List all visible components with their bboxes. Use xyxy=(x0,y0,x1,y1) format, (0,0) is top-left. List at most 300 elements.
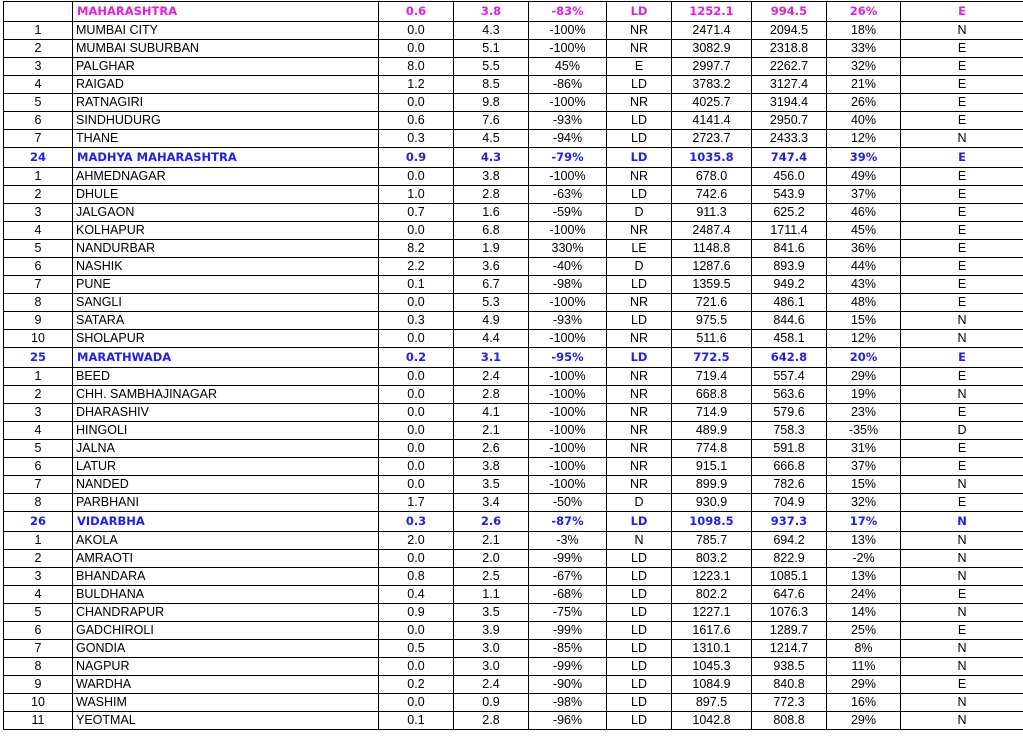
serial-cell: 6 xyxy=(4,458,73,476)
departure-cell: -87% xyxy=(529,512,607,532)
departure-cell: -86% xyxy=(529,76,607,94)
season-actual-cell: 719.4 xyxy=(672,368,752,386)
season-departure-cell: 39% xyxy=(827,148,901,168)
season-actual-cell: 511.6 xyxy=(672,330,752,348)
category-cell: LE xyxy=(607,240,672,258)
season-category-cell: N xyxy=(901,550,1023,568)
serial-cell: 7 xyxy=(4,640,73,658)
departure-cell: -98% xyxy=(529,276,607,294)
normal-cell: 4.9 xyxy=(454,312,529,330)
season-category-cell: E xyxy=(901,112,1023,130)
season-category-cell: N xyxy=(901,22,1023,40)
serial-cell: 3 xyxy=(4,204,73,222)
season-normal-cell: 994.5 xyxy=(752,2,827,22)
actual-cell: 0.5 xyxy=(379,640,454,658)
actual-cell: 1.7 xyxy=(379,494,454,512)
departure-cell: -99% xyxy=(529,622,607,640)
season-normal-cell: 758.3 xyxy=(752,422,827,440)
season-departure-cell: 18% xyxy=(827,22,901,40)
season-category-cell: N xyxy=(901,512,1023,532)
actual-cell: 0.0 xyxy=(379,404,454,422)
season-departure-cell: 32% xyxy=(827,58,901,76)
name-cell: PALGHAR xyxy=(73,58,379,76)
actual-cell: 2.0 xyxy=(379,532,454,550)
season-actual-cell: 1098.5 xyxy=(672,512,752,532)
season-departure-cell: 37% xyxy=(827,186,901,204)
name-cell: NANDURBAR xyxy=(73,240,379,258)
normal-cell: 3.1 xyxy=(454,348,529,368)
normal-cell: 3.8 xyxy=(454,168,529,186)
actual-cell: 0.2 xyxy=(379,348,454,368)
district-row xyxy=(4,586,1023,604)
category-cell: E xyxy=(607,58,672,76)
name-cell: DHULE xyxy=(73,186,379,204)
district-row xyxy=(4,694,1023,712)
departure-cell: -83% xyxy=(529,2,607,22)
actual-cell: 0.0 xyxy=(379,694,454,712)
normal-cell: 2.8 xyxy=(454,712,529,730)
name-cell: THANE xyxy=(73,130,379,148)
departure-cell: -3% xyxy=(529,532,607,550)
season-normal-cell: 841.6 xyxy=(752,240,827,258)
serial-cell: 3 xyxy=(4,404,73,422)
category-cell: LD xyxy=(607,640,672,658)
season-category-cell: N xyxy=(901,640,1023,658)
normal-cell: 3.8 xyxy=(454,2,529,22)
name-cell: BHANDARA xyxy=(73,568,379,586)
season-normal-cell: 625.2 xyxy=(752,204,827,222)
category-cell: LD xyxy=(607,550,672,568)
normal-cell: 2.0 xyxy=(454,550,529,568)
departure-cell: -100% xyxy=(529,94,607,112)
season-actual-cell: 1617.6 xyxy=(672,622,752,640)
season-departure-cell: -2% xyxy=(827,550,901,568)
season-departure-cell: 48% xyxy=(827,294,901,312)
normal-cell: 3.8 xyxy=(454,458,529,476)
serial-cell: 2 xyxy=(4,386,73,404)
normal-cell: 5.5 xyxy=(454,58,529,76)
name-cell: MARATHWADA xyxy=(73,348,379,368)
season-normal-cell: 938.5 xyxy=(752,658,827,676)
departure-cell: -100% xyxy=(529,168,607,186)
season-category-cell: D xyxy=(901,422,1023,440)
departure-cell: -50% xyxy=(529,494,607,512)
season-actual-cell: 668.8 xyxy=(672,386,752,404)
serial-cell: 4 xyxy=(4,586,73,604)
departure-cell: -100% xyxy=(529,422,607,440)
normal-cell: 6.7 xyxy=(454,276,529,294)
category-cell: NR xyxy=(607,94,672,112)
season-normal-cell: 543.9 xyxy=(752,186,827,204)
subdivision-row xyxy=(4,148,1023,168)
actual-cell: 0.0 xyxy=(379,330,454,348)
season-normal-cell: 1289.7 xyxy=(752,622,827,640)
district-row xyxy=(4,222,1023,240)
actual-cell: 0.0 xyxy=(379,22,454,40)
normal-cell: 1.6 xyxy=(454,204,529,222)
serial-cell: 2 xyxy=(4,550,73,568)
serial-cell: 9 xyxy=(4,312,73,330)
name-cell: JALGAON xyxy=(73,204,379,222)
season-actual-cell: 930.9 xyxy=(672,494,752,512)
category-cell: LD xyxy=(607,512,672,532)
actual-cell: 0.4 xyxy=(379,586,454,604)
season-category-cell: E xyxy=(901,494,1023,512)
district-row xyxy=(4,312,1023,330)
season-actual-cell: 1084.9 xyxy=(672,676,752,694)
category-cell: NR xyxy=(607,476,672,494)
season-actual-cell: 803.2 xyxy=(672,550,752,568)
departure-cell: -85% xyxy=(529,640,607,658)
season-departure-cell: 46% xyxy=(827,204,901,222)
category-cell: LD xyxy=(607,148,672,168)
season-departure-cell: 31% xyxy=(827,440,901,458)
season-departure-cell: 33% xyxy=(827,40,901,58)
departure-cell: -95% xyxy=(529,348,607,368)
normal-cell: 5.3 xyxy=(454,294,529,312)
departure-cell: -75% xyxy=(529,604,607,622)
season-normal-cell: 579.6 xyxy=(752,404,827,422)
season-actual-cell: 2471.4 xyxy=(672,22,752,40)
normal-cell: 2.4 xyxy=(454,676,529,694)
district-row xyxy=(4,258,1023,276)
actual-cell: 0.1 xyxy=(379,712,454,730)
normal-cell: 8.5 xyxy=(454,76,529,94)
season-normal-cell: 949.2 xyxy=(752,276,827,294)
season-normal-cell: 704.9 xyxy=(752,494,827,512)
name-cell: SATARA xyxy=(73,312,379,330)
season-category-cell: E xyxy=(901,148,1023,168)
season-departure-cell: 29% xyxy=(827,368,901,386)
season-normal-cell: 3127.4 xyxy=(752,76,827,94)
season-normal-cell: 3194.4 xyxy=(752,94,827,112)
serial-cell: 1 xyxy=(4,368,73,386)
name-cell: DHARASHIV xyxy=(73,404,379,422)
season-category-cell: E xyxy=(901,276,1023,294)
departure-cell: 330% xyxy=(529,240,607,258)
departure-cell: -100% xyxy=(529,404,607,422)
serial-cell: 25 xyxy=(4,348,73,368)
district-row xyxy=(4,568,1023,586)
serial-cell: 7 xyxy=(4,276,73,294)
actual-cell: 0.2 xyxy=(379,676,454,694)
category-cell: NR xyxy=(607,422,672,440)
category-cell: NR xyxy=(607,386,672,404)
actual-cell: 0.1 xyxy=(379,276,454,294)
category-cell: NR xyxy=(607,368,672,386)
category-cell: NR xyxy=(607,294,672,312)
departure-cell: -100% xyxy=(529,22,607,40)
season-actual-cell: 1359.5 xyxy=(672,276,752,294)
actual-cell: 1.0 xyxy=(379,186,454,204)
category-cell: LD xyxy=(607,694,672,712)
subdivision-row xyxy=(4,512,1023,532)
season-normal-cell: 563.6 xyxy=(752,386,827,404)
season-actual-cell: 714.9 xyxy=(672,404,752,422)
season-normal-cell: 2950.7 xyxy=(752,112,827,130)
district-row xyxy=(4,550,1023,568)
season-category-cell: N xyxy=(901,312,1023,330)
departure-cell: -100% xyxy=(529,440,607,458)
category-cell: NR xyxy=(607,458,672,476)
district-row xyxy=(4,330,1023,348)
season-actual-cell: 899.9 xyxy=(672,476,752,494)
district-row xyxy=(4,58,1023,76)
season-category-cell: E xyxy=(901,186,1023,204)
district-row xyxy=(4,386,1023,404)
season-actual-cell: 678.0 xyxy=(672,168,752,186)
category-cell: NR xyxy=(607,168,672,186)
season-normal-cell: 1085.1 xyxy=(752,568,827,586)
actual-cell: 0.0 xyxy=(379,386,454,404)
season-category-cell: E xyxy=(901,76,1023,94)
season-departure-cell: 15% xyxy=(827,476,901,494)
season-departure-cell: 25% xyxy=(827,622,901,640)
season-category-cell: E xyxy=(901,94,1023,112)
category-cell: NR xyxy=(607,40,672,58)
name-cell: RAIGAD xyxy=(73,76,379,94)
name-cell: VIDARBHA xyxy=(73,512,379,532)
season-departure-cell: 49% xyxy=(827,168,901,186)
season-actual-cell: 915.1 xyxy=(672,458,752,476)
normal-cell: 2.1 xyxy=(454,532,529,550)
departure-cell: -100% xyxy=(529,386,607,404)
normal-cell: 5.1 xyxy=(454,40,529,58)
category-cell: N xyxy=(607,532,672,550)
serial-cell: 1 xyxy=(4,532,73,550)
normal-cell: 7.6 xyxy=(454,112,529,130)
normal-cell: 3.0 xyxy=(454,658,529,676)
actual-cell: 0.0 xyxy=(379,422,454,440)
rainfall-table xyxy=(3,1,1023,730)
departure-cell: -93% xyxy=(529,312,607,330)
season-normal-cell: 2094.5 xyxy=(752,22,827,40)
season-normal-cell: 2318.8 xyxy=(752,40,827,58)
departure-cell: -96% xyxy=(529,712,607,730)
normal-cell: 6.8 xyxy=(454,222,529,240)
serial-cell: 4 xyxy=(4,422,73,440)
name-cell: JALNA xyxy=(73,440,379,458)
name-cell: AKOLA xyxy=(73,532,379,550)
name-cell: PUNE xyxy=(73,276,379,294)
departure-cell: -40% xyxy=(529,258,607,276)
normal-cell: 2.8 xyxy=(454,386,529,404)
season-category-cell: N xyxy=(901,130,1023,148)
season-category-cell: E xyxy=(901,258,1023,276)
season-normal-cell: 822.9 xyxy=(752,550,827,568)
season-departure-cell: 23% xyxy=(827,404,901,422)
actual-cell: 0.0 xyxy=(379,222,454,240)
serial-cell xyxy=(4,2,73,22)
season-normal-cell: 1076.3 xyxy=(752,604,827,622)
category-cell: D xyxy=(607,494,672,512)
name-cell: NANDED xyxy=(73,476,379,494)
name-cell: NASHIK xyxy=(73,258,379,276)
season-normal-cell: 591.8 xyxy=(752,440,827,458)
season-actual-cell: 1287.6 xyxy=(672,258,752,276)
season-departure-cell: 12% xyxy=(827,330,901,348)
season-actual-cell: 785.7 xyxy=(672,532,752,550)
district-row xyxy=(4,422,1023,440)
district-row xyxy=(4,168,1023,186)
category-cell: LD xyxy=(607,130,672,148)
normal-cell: 2.1 xyxy=(454,422,529,440)
actual-cell: 0.0 xyxy=(379,440,454,458)
actual-cell: 0.6 xyxy=(379,2,454,22)
season-normal-cell: 840.8 xyxy=(752,676,827,694)
serial-cell: 6 xyxy=(4,622,73,640)
season-category-cell: E xyxy=(901,294,1023,312)
category-cell: LD xyxy=(607,622,672,640)
season-actual-cell: 774.8 xyxy=(672,440,752,458)
season-actual-cell: 1227.1 xyxy=(672,604,752,622)
serial-cell: 4 xyxy=(4,222,73,240)
season-category-cell: E xyxy=(901,676,1023,694)
serial-cell: 8 xyxy=(4,494,73,512)
season-departure-cell: 36% xyxy=(827,240,901,258)
actual-cell: 0.0 xyxy=(379,622,454,640)
normal-cell: 4.1 xyxy=(454,404,529,422)
normal-cell: 2.8 xyxy=(454,186,529,204)
season-departure-cell: 17% xyxy=(827,512,901,532)
season-normal-cell: 486.1 xyxy=(752,294,827,312)
state-row xyxy=(4,2,1023,22)
district-row xyxy=(4,368,1023,386)
season-actual-cell: 1035.8 xyxy=(672,148,752,168)
actual-cell: 0.0 xyxy=(379,168,454,186)
season-category-cell: N xyxy=(901,568,1023,586)
season-departure-cell: 44% xyxy=(827,258,901,276)
normal-cell: 3.5 xyxy=(454,604,529,622)
actual-cell: 8.0 xyxy=(379,58,454,76)
season-category-cell: E xyxy=(901,58,1023,76)
serial-cell: 11 xyxy=(4,712,73,730)
serial-cell: 5 xyxy=(4,240,73,258)
serial-cell: 9 xyxy=(4,676,73,694)
season-departure-cell: 24% xyxy=(827,586,901,604)
season-actual-cell: 489.9 xyxy=(672,422,752,440)
season-normal-cell: 937.3 xyxy=(752,512,827,532)
normal-cell: 2.6 xyxy=(454,440,529,458)
category-cell: D xyxy=(607,204,672,222)
serial-cell: 3 xyxy=(4,568,73,586)
normal-cell: 3.5 xyxy=(454,476,529,494)
season-actual-cell: 2487.4 xyxy=(672,222,752,240)
district-row xyxy=(4,404,1023,422)
category-cell: LD xyxy=(607,676,672,694)
category-cell: LD xyxy=(607,568,672,586)
season-category-cell: E xyxy=(901,586,1023,604)
name-cell: LATUR xyxy=(73,458,379,476)
season-actual-cell: 742.6 xyxy=(672,186,752,204)
departure-cell: -59% xyxy=(529,204,607,222)
district-row xyxy=(4,276,1023,294)
actual-cell: 8.2 xyxy=(379,240,454,258)
category-cell: D xyxy=(607,258,672,276)
name-cell: AMRAOTI xyxy=(73,550,379,568)
season-departure-cell: 19% xyxy=(827,386,901,404)
category-cell: NR xyxy=(607,222,672,240)
district-row xyxy=(4,640,1023,658)
departure-cell: -100% xyxy=(529,222,607,240)
season-normal-cell: 772.3 xyxy=(752,694,827,712)
season-category-cell: E xyxy=(901,622,1023,640)
serial-cell: 5 xyxy=(4,94,73,112)
actual-cell: 0.0 xyxy=(379,294,454,312)
departure-cell: -79% xyxy=(529,148,607,168)
season-actual-cell: 1045.3 xyxy=(672,658,752,676)
season-category-cell: E xyxy=(901,40,1023,58)
normal-cell: 2.4 xyxy=(454,368,529,386)
district-row xyxy=(4,22,1023,40)
season-category-cell: E xyxy=(901,368,1023,386)
season-departure-cell: 8% xyxy=(827,640,901,658)
subdivision-row xyxy=(4,348,1023,368)
season-category-cell: E xyxy=(901,440,1023,458)
season-category-cell: E xyxy=(901,348,1023,368)
actual-cell: 0.9 xyxy=(379,148,454,168)
category-cell: LD xyxy=(607,348,672,368)
season-category-cell: E xyxy=(901,240,1023,258)
normal-cell: 3.0 xyxy=(454,640,529,658)
season-normal-cell: 666.8 xyxy=(752,458,827,476)
name-cell: BEED xyxy=(73,368,379,386)
category-cell: NR xyxy=(607,440,672,458)
season-normal-cell: 647.6 xyxy=(752,586,827,604)
normal-cell: 4.3 xyxy=(454,148,529,168)
season-category-cell: N xyxy=(901,658,1023,676)
district-row xyxy=(4,658,1023,676)
name-cell: GADCHIROLI xyxy=(73,622,379,640)
district-row xyxy=(4,532,1023,550)
season-departure-cell: 45% xyxy=(827,222,901,240)
district-row xyxy=(4,186,1023,204)
district-row xyxy=(4,604,1023,622)
season-category-cell: N xyxy=(901,476,1023,494)
normal-cell: 4.5 xyxy=(454,130,529,148)
season-normal-cell: 2433.3 xyxy=(752,130,827,148)
district-row xyxy=(4,440,1023,458)
serial-cell: 5 xyxy=(4,604,73,622)
season-departure-cell: 26% xyxy=(827,94,901,112)
actual-cell: 0.0 xyxy=(379,94,454,112)
serial-cell: 24 xyxy=(4,148,73,168)
season-departure-cell: 20% xyxy=(827,348,901,368)
departure-cell: -99% xyxy=(529,550,607,568)
category-cell: LD xyxy=(607,186,672,204)
actual-cell: 0.0 xyxy=(379,550,454,568)
normal-cell: 9.8 xyxy=(454,94,529,112)
season-category-cell: N xyxy=(901,386,1023,404)
actual-cell: 0.0 xyxy=(379,40,454,58)
season-normal-cell: 456.0 xyxy=(752,168,827,186)
serial-cell: 4 xyxy=(4,76,73,94)
actual-cell: 1.2 xyxy=(379,76,454,94)
name-cell: MADHYA MAHARASHTRA xyxy=(73,148,379,168)
name-cell: HINGOLI xyxy=(73,422,379,440)
season-departure-cell: 29% xyxy=(827,712,901,730)
name-cell: MUMBAI SUBURBAN xyxy=(73,40,379,58)
departure-cell: -98% xyxy=(529,694,607,712)
category-cell: LD xyxy=(607,76,672,94)
serial-cell: 10 xyxy=(4,694,73,712)
season-actual-cell: 4141.4 xyxy=(672,112,752,130)
serial-cell: 8 xyxy=(4,658,73,676)
serial-cell: 26 xyxy=(4,512,73,532)
name-cell: AHMEDNAGAR xyxy=(73,168,379,186)
season-actual-cell: 4025.7 xyxy=(672,94,752,112)
serial-cell: 5 xyxy=(4,440,73,458)
